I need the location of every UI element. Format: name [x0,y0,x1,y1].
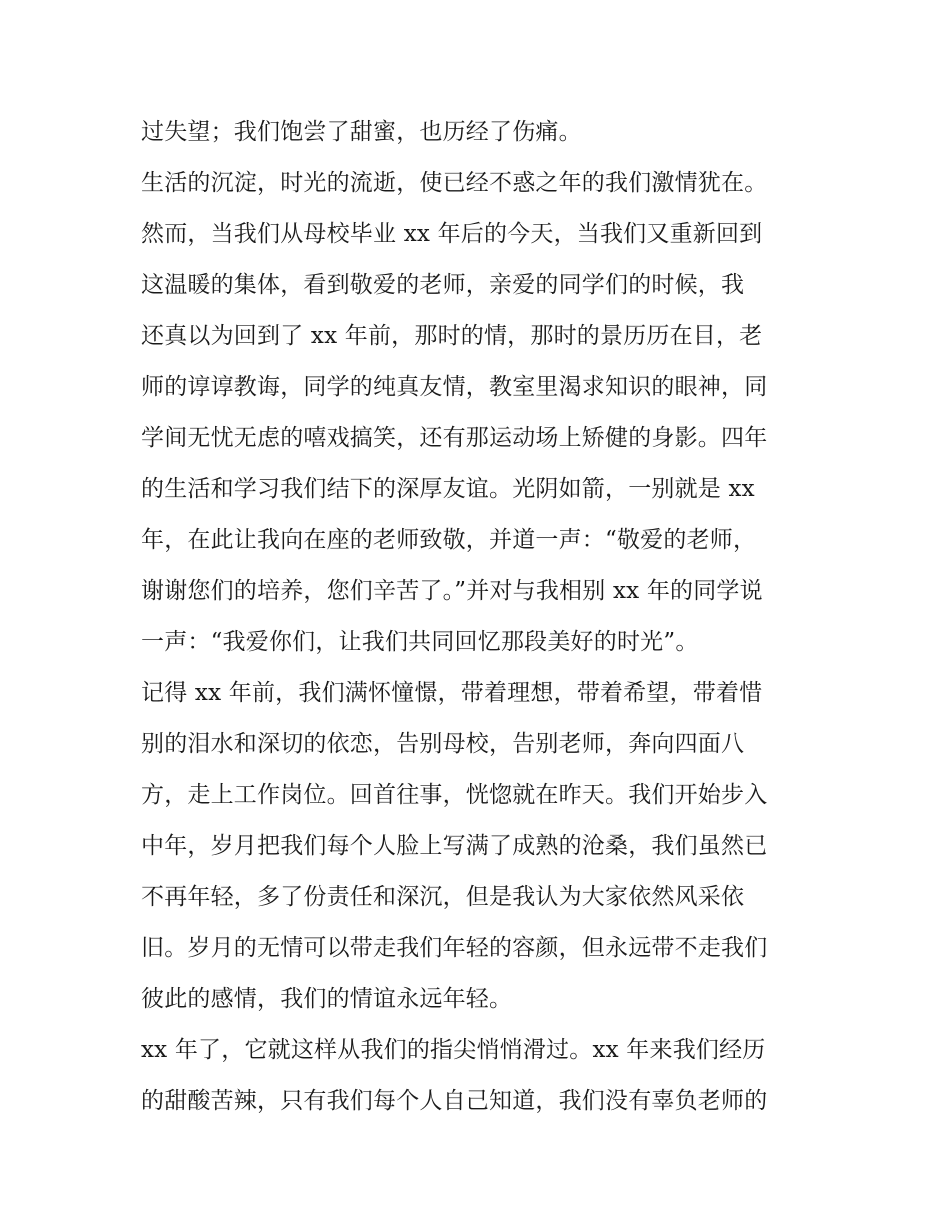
text-line: 还真以为回到了 xx 年前，那时的情，那时的景历历在目，老 [141,323,763,349]
text-line: 这温暖的集体，看到敬爱的老师，亲爱的同学们的时候，我 [141,272,745,298]
text-line: 旧。岁月的无情可以带走我们年轻的容颜，但永远带不走我们 [141,935,768,961]
text-line: xx 年了，它就这样从我们的指尖悄悄滑过。xx 年来我们经历 [141,1037,766,1063]
text-line: 中年，岁月把我们每个人脸上写满了成熟的沧桑，我们虽然已 [141,833,768,859]
text-line: 的生活和学习我们结下的深厚友谊。光阴如箭，一别就是 xx [141,476,755,502]
text-line: 别的泪水和深切的依恋，告别母校，告别老师，奔向四面八 [141,731,745,757]
text-line: 学间无忧无虑的嘻戏搞笑，还有那运动场上矫健的身影。四年 [141,425,768,451]
text-line: 年，在此让我向在座的老师致敬，并道一声：“敬爱的老师， [141,527,757,553]
text-line: 谢谢您们的培养，您们辛苦了。”并对与我相别 xx 年的同学说 [141,578,763,604]
text-line: 一声：“我爱你们，让我们共同回忆那段美好的时光”。 [141,629,699,655]
text-line: 师的谆谆教诲，同学的纯真友情，教室里渴求知识的眼神，同 [141,374,768,400]
text-line: 然而，当我们从母校毕业 xx 年后的今天，当我们又重新回到 [141,221,763,247]
text-line: 彼此的感情，我们的情谊永远年轻。 [141,986,513,1012]
text-line: 不再年轻，多了份责任和深沉，但是我认为大家依然风采依 [141,884,745,910]
text-line: 记得 xx 年前，我们满怀憧憬，带着理想，带着希望，带着惜 [141,680,763,706]
text-line: 的甜酸苦辣，只有我们每个人自己知道，我们没有辜负老师的 [141,1088,768,1114]
text-line: 过失望；我们饱尝了甜蜜，也历经了伤痛。 [141,119,582,145]
document-body [141,107,821,1127]
text-line: 生活的沉淀，时光的流逝，使已经不惑之年的我们激情犹在。 [141,170,768,196]
text-line: 方，走上工作岗位。回首往事，恍惚就在昨天。我们开始步入 [141,782,768,808]
